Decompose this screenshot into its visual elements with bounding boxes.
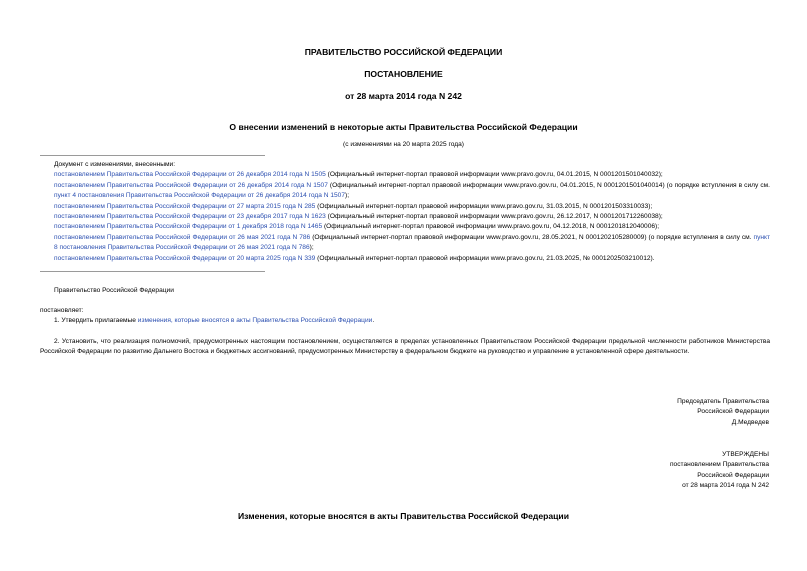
change-item <box>40 212 770 222</box>
issuer-line <box>40 286 770 296</box>
paragraph-1-suffix: . <box>372 317 375 324</box>
annex-link[interactable]: изменения, которые вносятся в акты Правительства Российской Федерации <box>137 317 373 324</box>
top-divider <box>40 155 265 156</box>
change-link[interactable]: постановлением Правительства Российской Федерации от 20 марта 2025 года N 339 <box>54 254 316 262</box>
change-item <box>40 254 770 264</box>
change-link[interactable]: постановлением Правительства Российской Федерации от 26 декабря 2014 года N 1505 <box>54 171 326 179</box>
change-entry-link[interactable]: пункт 8 постановления Правительства Российской Федерации от 26 мая 2021 года N 786 <box>54 233 770 252</box>
annex-title: Изменения, которые вносятся в акты Правительства Российской Федерации <box>237 511 569 521</box>
change-item <box>40 170 770 180</box>
change-item <box>40 233 770 254</box>
changes-list <box>40 160 770 264</box>
change-source: (Официальный интернет-портал правовой информации www.pravo.gov.ru, 04.01.2015, N 0001201501040032); <box>325 171 663 179</box>
document-title: О внесении изменений в некоторые акты Правительства Российской Федерации <box>229 122 578 132</box>
change-source: (Официальный интернет-портал правовой информации www.pravo.gov.ru, 21.03.2025, № 0001202503210012). <box>315 254 655 262</box>
decrees-line: постановляет: <box>40 307 84 314</box>
signature-block <box>677 397 769 428</box>
change-item <box>40 202 770 212</box>
change-source: (Официальный интернет-портал правовой информации www.pravo.gov.ru, 04.12.2018, N 0001201812040006); <box>322 223 660 231</box>
revision-note: (с изменениями на 20 марта 2025 года) <box>343 141 464 148</box>
paragraph-2: 2. Установить, что реализация полномочий, предусмотренных настоящим постановлением, осуществляется в пределах установленных Правительством Российской Федерации предельной численности работников Министерства Российской Федерации по развитию Дальнего Востока и бюджетных ассигнований, предусмотренных Министерству в федеральном бюджете на руководство и управление в установленной сфере деятельности. <box>40 338 770 356</box>
approval-block <box>670 450 769 492</box>
approval-decree: постановлением Правительства <box>669 461 769 469</box>
changes-intro: Документ с изменениями, внесенными: <box>54 161 176 168</box>
change-source: (Официальный интернет-портал правовой информации www.pravo.gov.ru, 26.12.2017, N 0001201712260038); <box>325 213 663 221</box>
change-link[interactable]: постановлением Правительства Российской Федерации от 26 мая 2021 года N 786 <box>54 233 311 241</box>
change-link[interactable]: постановлением Правительства Российской Федерации от 23 декабря 2017 года N 1623 <box>54 213 326 221</box>
approval-org: Российской Федерации <box>697 471 769 479</box>
document-type: ПОСТАНОВЛЕНИЕ <box>364 69 443 79</box>
change-link[interactable]: постановлением Правительства Российской Федерации от 1 декабря 2018 года N 1465 <box>54 223 323 231</box>
change-item <box>40 222 770 232</box>
change-source: (Официальный интернет-портал правовой информации www.pravo.gov.ru, 28.05.2021, N 0001202105280009) (о порядке вступления в силу см. <box>310 233 754 241</box>
change-link[interactable]: постановлением Правительства Российской Федерации от 26 декабря 2014 года N 1507 <box>54 181 328 189</box>
signature-position: Председатель Правительства <box>677 398 769 405</box>
change-source-end: ); <box>309 244 314 252</box>
signature-org: Российской Федерации <box>697 408 769 416</box>
government-heading: ПРАВИТЕЛЬСТВО РОССИЙСКОЙ ФЕДЕРАЦИИ <box>304 47 503 57</box>
change-source: (Официальный интернет-портал правовой информации www.pravo.gov.ru, 31.03.2015, N 0001201503310033); <box>315 202 653 210</box>
paragraph-1-prefix: 1. Утвердить прилагаемые <box>54 317 138 324</box>
document-date-number: от 28 марта 2014 года N 242 <box>345 91 462 101</box>
issuer: Правительство Российской Федерации <box>54 287 174 294</box>
change-entry-link[interactable]: пункт 4 постановления Правительства Российской Федерации от 26 декабря 2014 года N 1507 <box>54 192 345 200</box>
change-source-end: ); <box>345 192 350 200</box>
bottom-divider <box>40 271 265 272</box>
change-item <box>40 181 770 202</box>
paragraph-1 <box>40 316 770 326</box>
change-source: (Официальный интернет-портал правовой информации www.pravo.gov.ru, 04.01.2015, N 0001201501040014) (о порядке вступления в силу см. <box>327 181 770 189</box>
change-link[interactable]: постановлением Правительства Российской Федерации от 27 марта 2015 года N 285 <box>54 202 316 210</box>
signature-name: Д.Медведев <box>731 418 769 426</box>
approval-date: от 28 марта 2014 года N 242 <box>682 482 769 490</box>
approval-heading: УТВЕРЖДЕНЫ <box>722 451 769 458</box>
